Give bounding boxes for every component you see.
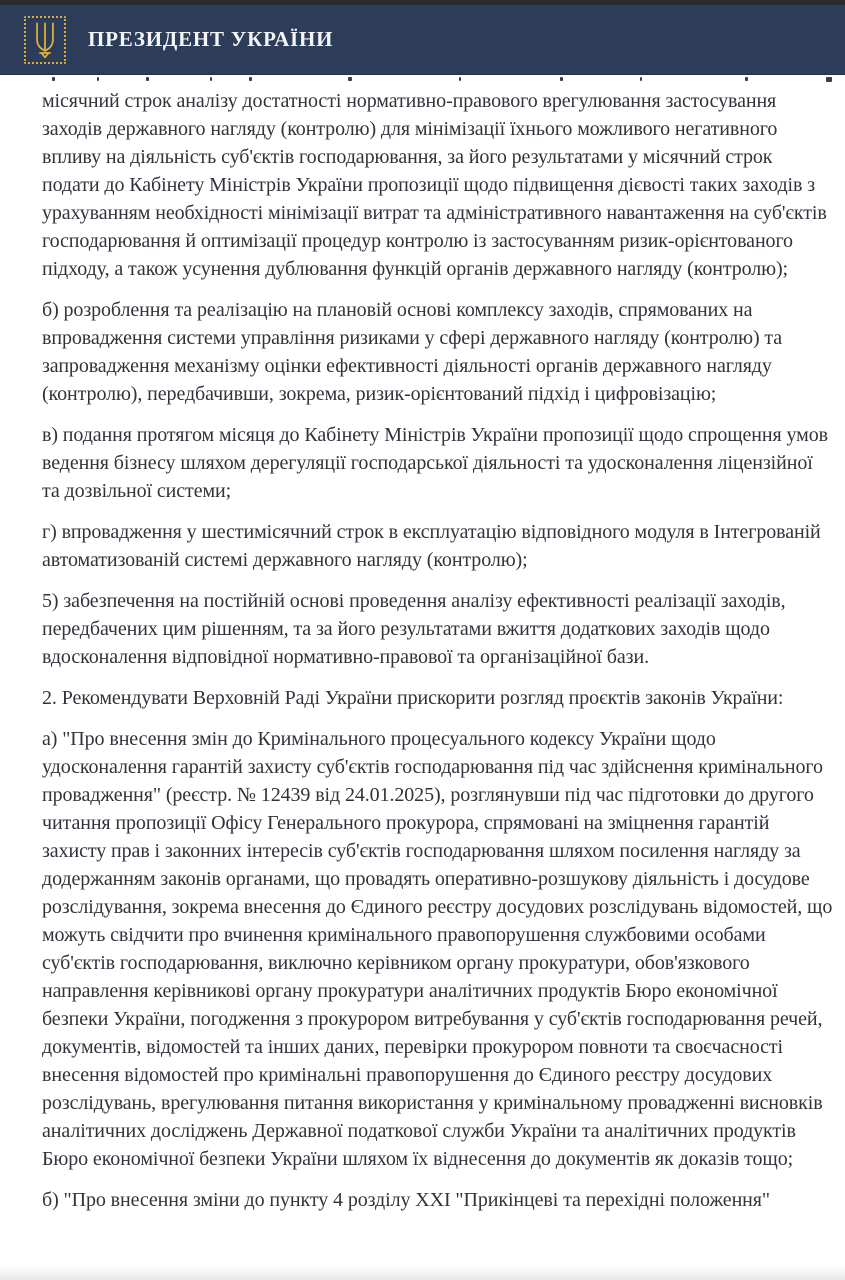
document-paragraph: а) "Про внесення змін до Кримінального процесуального кодексу України щодо удосконалення гарантій захисту суб'єктів господарювання під час здійснення кримінального провадження" (реєстр. № 12439 від 24.01.2025), розглянувши під час підготовки до другого читання пропозиції Офісу Генерального прокурора, спрямовані на зміцнення гарантій захисту прав і законних інтересів суб'єктів господарювання шляхом посилення нагляду за додержанням законів органами, що провадять оперативно-розшукову діяльність і досудове розслідування, зокрема внесення до Єдиного реєстру досудових розслідувань відомостей, що можуть свідчити про вчинення кримінального правопорушення службовими особами суб'єктів господарювання, виключно керівником органу прокуратури, обов'язкового направлення керівникові органу прокуратури аналітичних продуктів Бюро економічної безпеки України, погодження з прокурором витребування у суб'єктів господарювання речей, документів, відомостей та інших даних, перевірки прокурором повноти та своєчасності внесення відомостей про кримінальні правопорушення до Єдиного реєстру досудових розслідувань, врегулювання питання використання у кримінальному провадженні висновків аналітичних досліджень Державної податкової служби України та аналітичних продуктів Бюро економічної безпеки України шляхом їх віднесення до документів як доказів тощо; [42,728,833,1170]
obscured-text-fragments [0,75,845,85]
screenshot-bottom-fade [0,1266,845,1280]
decree-document [0,85,845,1214]
document-paragraph: б) розроблення та реалізацію на плановій основі комплексу заходів, спрямованих на впровадження системи управління ризиками у сфері державного нагляду (контролю) та запровадження механізму оцінки ефективності діяльності органів державного нагляду (контролю), передбачивши, зокрема, ризик-орієнтований підхід і цифровізацію; [42,299,783,405]
document-paragraph: г) впровадження у шестимісячний строк в експлуатацію відповідного модуля в Інтегрованій автоматизованій системі державного нагляду (контролю); [42,521,821,571]
document-paragraph: 2. Рекомендувати Верховній Раді України прискорити розгляд проєктів законів України: [42,687,784,709]
document-paragraph: в) подання протягом місяця до Кабінету Міністрів України пропозиції щодо спрощення умов ведення бізнесу шляхом дерегуляції господарської діяльності та удосконалення ліцензійної та дозвільної системи; [42,424,828,502]
ukraine-tryzub-icon [24,16,66,64]
document-paragraph: б) "Про внесення зміни до пункту 4 розділу XXI "Прикінцеві та перехідні положення" [42,1189,770,1211]
document-paragraph: місячний строк аналізу достатності нормативно-правового врегулювання застосування заходів державного нагляду (контролю) для мінімізації їхнього можливого негативного впливу на діяльність суб'єктів господарювання, за його результатами у місячний строк подати до Кабінету Міністрів України пропозиції щодо підвищення дієвості таких заходів з урахуванням необхідності мінімізації витрат та адміністративного навантаження на суб'єктів господарювання й оптимізації процедур контролю із застосуванням ризик-орієнтованого підходу, а також усунення дублювання функцій органів державного нагляду (контролю); [42,90,827,280]
document-paragraph: 5) забезпечення на постійній основі проведення аналізу ефективності реалізації заходів, передбачених цим рішенням, та за його результатами вжиття додаткових заходів щодо вдосконалення відповідної нормативно-правової та організаційної бази. [42,590,786,668]
site-brand-link[interactable] [24,16,333,64]
site-title: ПРЕЗИДЕНТ УКРАЇНИ [88,27,334,51]
site-header [0,5,845,75]
